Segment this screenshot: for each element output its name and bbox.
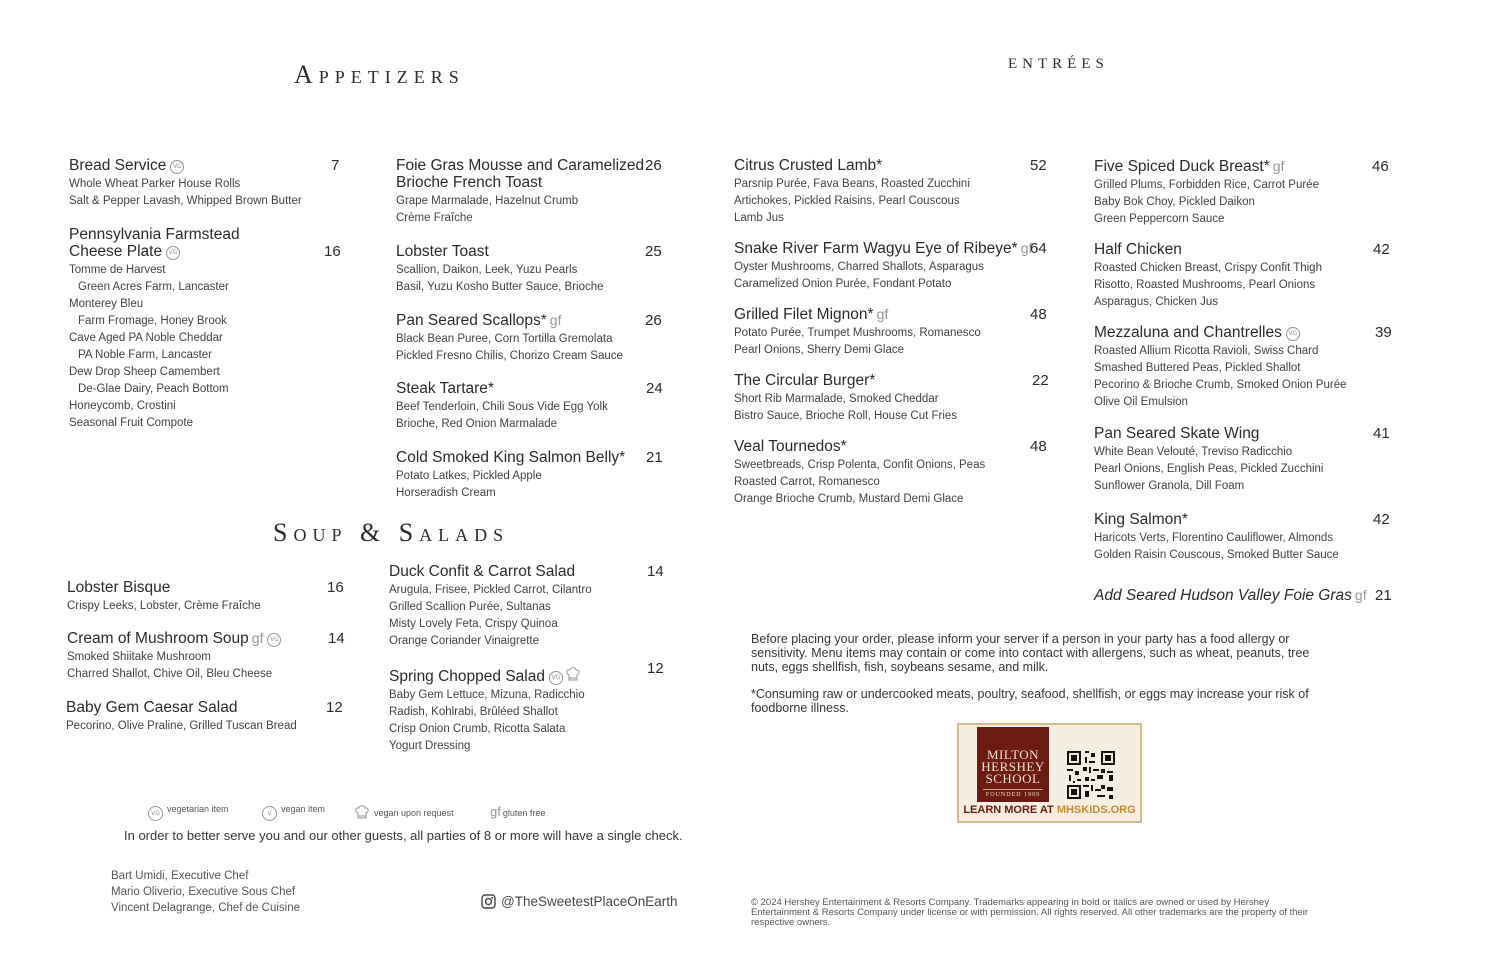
- item-price: 21: [1375, 587, 1392, 604]
- raw-food-warning: *Consuming raw or undercooked meats, poultry, seafood, shellfish, or eggs may increase your risk of foodborne illness.: [751, 687, 1309, 715]
- item-desc-line: Pecorino, Olive Praline, Grilled Tuscan Bread: [66, 720, 297, 732]
- item-desc-line: Seasonal Fruit Compote: [69, 417, 194, 429]
- item-desc-line: Roasted Allium Ricotta Ravioli, Swiss Chard: [1094, 345, 1319, 357]
- mhs-cta-prefix: LEARN MORE AT: [963, 804, 1057, 816]
- item-price: 26: [645, 157, 662, 174]
- legend-gluten-free: [490, 804, 545, 819]
- vegetarian-icon: VG: [148, 806, 163, 821]
- item-name: Snake River Farm Wagyu Eye of Ribeye*: [734, 240, 1018, 257]
- item-desc-line: Green Peppercorn Sauce: [1094, 213, 1225, 225]
- item-desc-line: Parsnip Purée, Fava Beans, Roasted Zucchini: [734, 178, 970, 190]
- item-price: 52: [1030, 157, 1047, 174]
- item-name: Bread Service: [69, 157, 167, 174]
- vegetarian-icon: VG: [549, 671, 563, 685]
- item-desc-line: Lamb Jus: [734, 212, 784, 224]
- gluten-free-mark: gf: [1272, 158, 1285, 174]
- milton-hershey-school-card[interactable]: [957, 723, 1142, 823]
- menu-item-filet-mignon: [734, 306, 981, 359]
- item-desc-line: Pickled Fresno Chilis, Chorizo Cream Sauce: [396, 350, 623, 362]
- item-desc-line: Haricots Verts, Florentino Cauliflower, Almonds: [1094, 532, 1334, 544]
- menu-item-wagyu-ribeye: [734, 240, 1032, 293]
- item-desc-line: Tomme de Harvest: [69, 264, 166, 276]
- legend-vegan: [262, 804, 325, 821]
- item-desc-line: Baby Gem Lettuce, Mizuna, Radicchio: [389, 689, 585, 701]
- menu-item-king-salmon-belly: [396, 449, 625, 502]
- social-handle-text: @TheSweetestPlaceOnEarth: [501, 894, 678, 909]
- item-desc-line: Green Acres Farm, Lancaster: [78, 281, 229, 293]
- menu-item-mushroom-soup: [67, 630, 281, 683]
- item-name: Spring Chopped Salad: [389, 668, 545, 685]
- item-price: 14: [647, 563, 664, 580]
- item-desc-line: Pearl Onions, English Peas, Pickled Zucchini: [1094, 463, 1324, 475]
- item-price: 26: [645, 312, 662, 329]
- addon-foie-gras: [1094, 587, 1367, 604]
- item-name: Lobster Bisque: [67, 579, 171, 596]
- social-handle: [481, 894, 678, 909]
- gluten-free-mark: gf: [251, 630, 264, 646]
- legend-label: gluten free: [502, 808, 546, 818]
- mhs-logo-line: SCHOOL: [985, 771, 1041, 786]
- item-name: King Salmon*: [1094, 511, 1188, 528]
- item-desc-line: Crisp Onion Crumb, Ricotta Salata: [389, 723, 566, 735]
- item-desc-line: Cave Aged PA Noble Cheddar: [69, 332, 223, 344]
- item-price: 48: [1030, 438, 1047, 455]
- item-name: Veal Tournedos*: [734, 438, 847, 455]
- mhs-cta[interactable]: [959, 804, 1140, 816]
- mhs-logo-line: MILTON: [986, 747, 1040, 762]
- mhs-logo: [977, 727, 1049, 802]
- item-price: 48: [1030, 306, 1047, 323]
- mhs-logo-line: HERSHEY: [981, 759, 1045, 774]
- item-desc-line: Risotto, Roasted Mushrooms, Pearl Onions: [1094, 279, 1316, 291]
- item-desc-line: Bistro Sauce, Brioche Roll, House Cut Fries: [734, 410, 958, 422]
- item-desc-line: Grape Marmalade, Hazelnut Crumb: [396, 195, 579, 207]
- item-name: Mezzaluna and Chantrelles: [1094, 324, 1282, 341]
- item-desc-line: Smashed Buttered Peas, Pickled Shallot: [1094, 362, 1301, 374]
- item-desc-line: Beef Tenderloin, Chili Sous Vide Egg Yolk: [396, 401, 608, 413]
- item-name: Cream of Mushroom Soup: [67, 630, 249, 647]
- item-name: Baby Gem Caesar Salad: [66, 699, 238, 716]
- item-desc-line: Salt & Pepper Lavash, Whipped Brown Butter: [69, 195, 302, 207]
- item-desc-line: Orange Brioche Crumb, Mustard Demi Glace: [734, 493, 964, 505]
- item-name: Pennsylvania Farmstead: [69, 226, 240, 243]
- item-price: 24: [646, 380, 663, 397]
- legend-label: vegetarian item: [167, 804, 229, 814]
- soup-salads-heading: Soup & Salads: [273, 518, 510, 547]
- item-name: Add Seared Hudson Valley Foie Gras: [1094, 587, 1352, 604]
- item-desc-line: Basil, Yuzu Kosho Butter Sauce, Brioche: [396, 281, 604, 293]
- item-price: 41: [1373, 425, 1390, 442]
- gluten-free-mark: gf: [1020, 240, 1033, 256]
- item-name: Brioche French Toast: [396, 174, 543, 191]
- menu-item-circular-burger: [734, 372, 957, 425]
- item-desc-line: Artichokes, Pickled Raisins, Pearl Couscous: [734, 195, 960, 207]
- item-name: Half Chicken: [1094, 241, 1182, 258]
- item-desc-line: Sweetbreads, Crisp Polenta, Confit Onions, Peas: [734, 459, 986, 471]
- item-desc-line: Grilled Plums, Forbidden Rice, Carrot Purée: [1094, 179, 1319, 191]
- item-desc-line: Pecorino & Brioche Crumb, Smoked Onion Purée: [1094, 379, 1347, 391]
- mhs-founded: FOUNDED 1909: [983, 789, 1043, 800]
- menu-item-duck-confit-salad: [389, 563, 592, 650]
- chef-line: Mario Oliverio, Executive Sous Chef: [111, 886, 296, 898]
- item-name: Duck Confit & Carrot Salad: [389, 563, 576, 580]
- item-price: 16: [324, 243, 341, 260]
- menu-item-citrus-lamb: [734, 157, 970, 227]
- item-desc-line: Caramelized Onion Purée, Fondant Potato: [734, 278, 952, 290]
- party-note: In order to better serve you and our other guests, all parties of 8 or more will have a single check.: [124, 828, 683, 843]
- menu-item-king-salmon: [1094, 511, 1339, 564]
- item-desc-line: Potato Purée, Trumpet Mushrooms, Romanesco: [734, 327, 981, 339]
- item-price: 22: [1032, 372, 1049, 389]
- item-desc-line: Sunflower Granola, Dill Foam: [1094, 480, 1245, 492]
- item-desc-line: De-Glae Dairy, Peach Bottom: [78, 383, 229, 395]
- item-desc-line: White Bean Velouté, Treviso Radicchio: [1094, 446, 1293, 458]
- item-price: 39: [1375, 324, 1392, 341]
- item-desc-line: Honeycomb, Crostini: [69, 400, 176, 412]
- menu-item-caesar-salad: [66, 699, 297, 735]
- item-price: 12: [326, 699, 343, 716]
- item-desc-line: Black Bean Puree, Corn Tortilla Gremolata: [396, 333, 613, 345]
- appetizers-heading: Appetizers: [294, 60, 465, 89]
- legend-label: vegan upon request: [374, 808, 454, 818]
- item-desc-line: Short Rib Marmalade, Smoked Cheddar: [734, 393, 939, 405]
- legend-vegan-request: [354, 804, 454, 820]
- chef-line: Vincent Delagrange, Chef de Cuisine: [111, 902, 301, 914]
- item-desc-line: Pearl Onions, Sherry Demi Glace: [734, 344, 905, 356]
- menu-item-lobster-toast: [396, 243, 604, 296]
- vegetarian-icon: VG: [267, 633, 281, 647]
- gluten-free-mark: gf: [876, 306, 889, 322]
- item-price: 42: [1373, 511, 1390, 528]
- gluten-free-mark: gf: [549, 312, 562, 328]
- item-price: 64: [1030, 240, 1047, 257]
- menu-item-cheese-plate: [69, 226, 240, 432]
- entrees-heading: entrées: [1008, 48, 1109, 73]
- item-desc-line: Roasted Carrot, Romanesco: [734, 476, 880, 488]
- chef-line: Bart Umidi, Executive Chef: [111, 870, 249, 882]
- copyright-notice: © 2024 Hershey Entertainment & Resorts Company. Trademarks appearing in bold or italics are owned or used by Hershey Entertainment & Resorts Company under license or with permission. All rights reserved. All other trademarks are the property of their respective owners.: [751, 897, 1309, 928]
- item-desc-line: Arugula, Frisee, Pickled Carrot, Cilantro: [389, 584, 592, 596]
- item-price: 12: [647, 660, 664, 677]
- item-price: 42: [1373, 241, 1390, 258]
- menu-item-veal-tournedos: [734, 438, 985, 508]
- item-desc-line: Horseradish Cream: [396, 487, 496, 499]
- item-name: Lobster Toast: [396, 243, 489, 260]
- menu-item-duck-breast: [1094, 158, 1319, 228]
- item-desc-line: Yogurt Dressing: [389, 740, 471, 752]
- item-desc-line: Golden Raisin Couscous, Smoked Butter Sauce: [1094, 549, 1339, 561]
- item-desc-line: Roasted Chicken Breast, Crispy Confit Thigh: [1094, 262, 1322, 274]
- vegetarian-icon: VG: [1286, 327, 1300, 341]
- item-name: Citrus Crusted Lamb*: [734, 157, 883, 174]
- item-name: Foie Gras Mousse and Caramelized: [396, 157, 645, 174]
- item-desc-line: Scallion, Daikon, Leek, Yuzu Pearls: [396, 264, 578, 276]
- item-desc-line: Farm Fromage, Honey Brook: [78, 315, 227, 327]
- allergy-notice: [751, 632, 1331, 728]
- item-name: Cheese Plate: [69, 243, 163, 260]
- item-desc-line: Charred Shallot, Chive Oil, Bleu Cheese: [67, 668, 273, 680]
- menu-item-lobster-bisque: [67, 579, 261, 615]
- vegan-icon: V: [262, 806, 277, 821]
- gluten-free-mark: gf: [1354, 587, 1367, 603]
- qr-code-icon[interactable]: [1065, 749, 1117, 801]
- item-desc-line: Monterey Bleu: [69, 298, 144, 310]
- gluten-free-mark: gf: [490, 804, 501, 819]
- item-desc-line: Radish, Kohlrabi, Brûléed Shallot: [389, 706, 558, 718]
- item-price: 14: [328, 630, 345, 647]
- item-name: Grilled Filet Mignon*: [734, 306, 874, 323]
- item-name: Pan Seared Skate Wing: [1094, 425, 1260, 442]
- mhs-url-link[interactable]: MHSKIDS.ORG: [1056, 804, 1136, 816]
- item-desc-line: Baby Bok Choy, Pickled Daikon: [1094, 196, 1255, 208]
- item-desc-line: Crème Fraîche: [396, 212, 473, 224]
- item-price: 21: [646, 449, 663, 466]
- item-desc-line: Brioche, Red Onion Marmalade: [396, 418, 558, 430]
- chef-credits: [111, 868, 300, 916]
- menu-item-half-chicken: [1094, 241, 1322, 311]
- allergy-text: Before placing your order, please inform your server if a person in your party has a food allergy or sensitivity. Menu items may contain or come into contact with allergens, such as wheat, peanuts, tree nuts, eggs shellfish, fish, soybeans sesame, and milk.: [751, 632, 1310, 674]
- item-name: Cold Smoked King Salmon Belly*: [396, 449, 626, 466]
- item-desc-line: PA Noble Farm, Lancaster: [78, 349, 213, 361]
- menu-item-steak-tartare: [396, 380, 608, 433]
- vegetarian-icon: VG: [166, 246, 180, 260]
- item-desc-line: Orange Coriander Vinaigrette: [389, 635, 540, 647]
- instagram-icon: [481, 894, 496, 909]
- menu-item-pan-seared-scallops: [396, 312, 623, 365]
- item-name: The Circular Burger*: [734, 372, 876, 389]
- item-desc-line: Grilled Scallion Purée, Sultanas: [389, 601, 551, 613]
- item-name: Five Spiced Duck Breast*: [1094, 158, 1270, 175]
- item-desc-line: Asparagus, Chicken Jus: [1094, 296, 1219, 308]
- legend-vegetarian: [148, 804, 229, 821]
- vegetarian-icon: VG: [170, 160, 184, 174]
- menu-item-skate-wing: [1094, 425, 1323, 495]
- item-desc-line: Olive Oil Emulsion: [1094, 396, 1188, 408]
- item-desc-line: Oyster Mushrooms, Charred Shallots, Asparagus: [734, 261, 984, 273]
- chef-hat-icon: [565, 666, 581, 682]
- item-price: 46: [1372, 158, 1389, 175]
- item-price: 7: [331, 157, 340, 174]
- item-name: Steak Tartare*: [396, 380, 494, 397]
- item-desc-line: Potato Latkes, Pickled Apple: [396, 470, 542, 482]
- menu-item-mezzaluna: [1094, 324, 1346, 411]
- item-desc-line: Dew Drop Sheep Camembert: [69, 366, 220, 378]
- item-price: 16: [327, 579, 344, 596]
- chef-hat-icon: [354, 804, 370, 820]
- item-desc-line: Crispy Leeks, Lobster, Crème Fraîche: [67, 600, 261, 612]
- item-desc-line: Smoked Shiitake Mushroom: [67, 651, 211, 663]
- menu-item-spring-chopped-salad: [389, 666, 585, 755]
- item-name: Pan Seared Scallops*: [396, 312, 547, 329]
- item-desc-line: Whole Wheat Parker House Rolls: [69, 178, 241, 190]
- menu-item-bread-service: [69, 157, 302, 210]
- menu-item-foie-gras-mousse: [396, 157, 644, 227]
- legend-label: vegan item: [281, 804, 326, 814]
- item-price: 25: [645, 243, 662, 260]
- item-desc-line: Misty Lovely Feta, Crispy Quinoa: [389, 618, 558, 630]
